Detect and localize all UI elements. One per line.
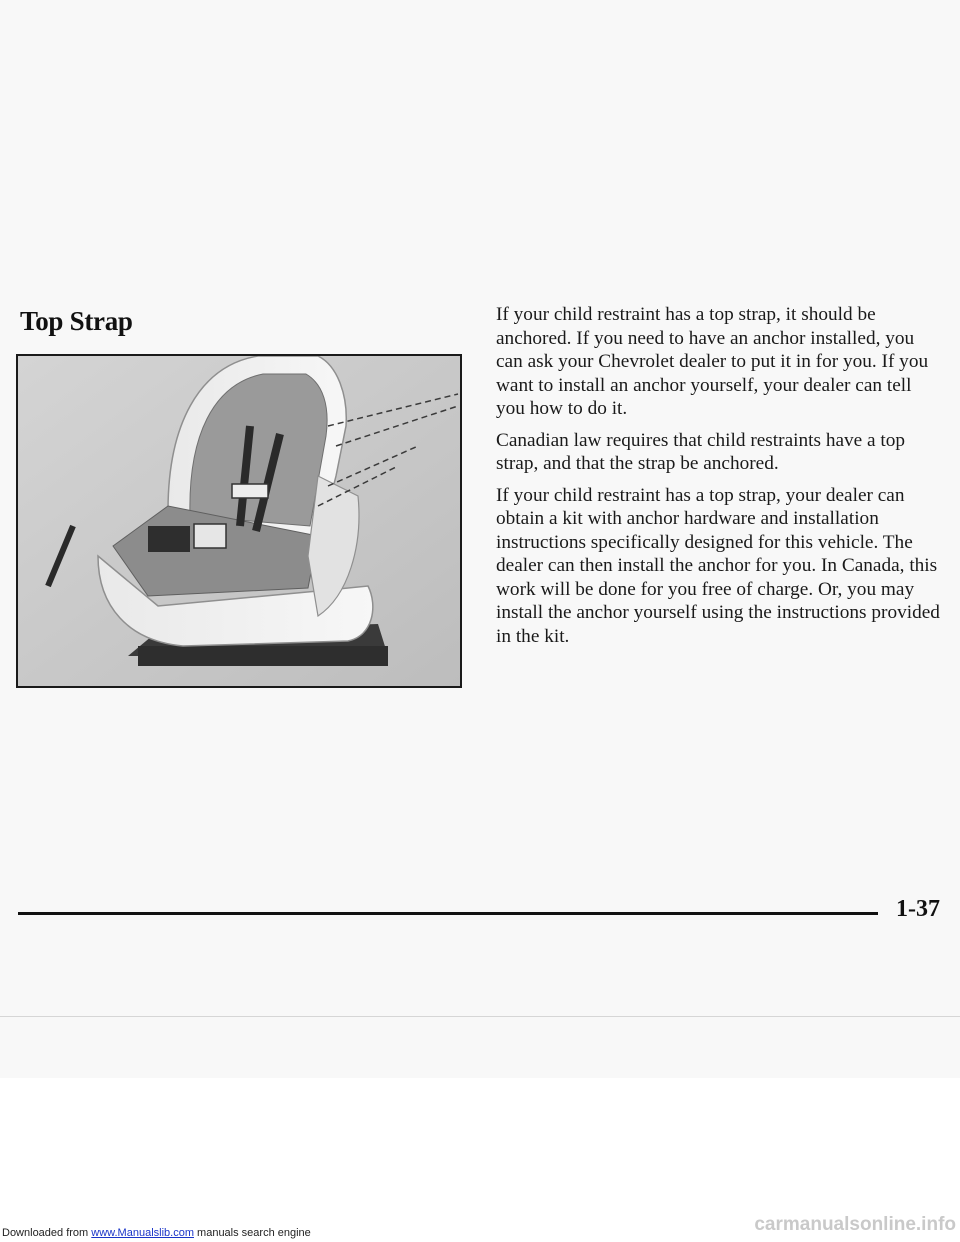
body-text [496,303,940,656]
paragraph-top-strap-anchor: If your child restraint has a top strap, it should be anchored. If you need to have an anchor installed, you can ask your Chevrolet dealer to put it in for you. If you want to install an anchor yourself, your dealer can tell you how to do it. [496,304,929,419]
child-seat-illustration [16,354,462,688]
footer-prefix: Downloaded from [2,1227,92,1239]
child-seat-drawing [18,356,460,686]
page-number: 1-37 [896,896,940,922]
watermark-text: carmanualsonline.info [754,1214,956,1235]
section-title: Top Strap [20,306,133,336]
paragraph-anchor-kit: If your child restraint has a top strap, your dealer can obtain a kit with anchor hardware and installation instructions specifically designed for this vehicle. The dealer can then install the anchor for you. In Canada, this work will be done for you free of charge. Or, you may install the anchor yourself using the instructions provided in the kit. [496,484,940,647]
sheet-edge-line [0,1016,960,1017]
page-rule [18,912,878,915]
download-footer [2,1227,311,1239]
manualslib-link[interactable]: www.Manualslib.com [91,1227,194,1239]
footer-suffix: manuals search engine [193,1227,311,1239]
paragraph-canadian-law: Canadian law requires that child restraints have a top strap, and that the strap be anchored. [496,429,906,474]
